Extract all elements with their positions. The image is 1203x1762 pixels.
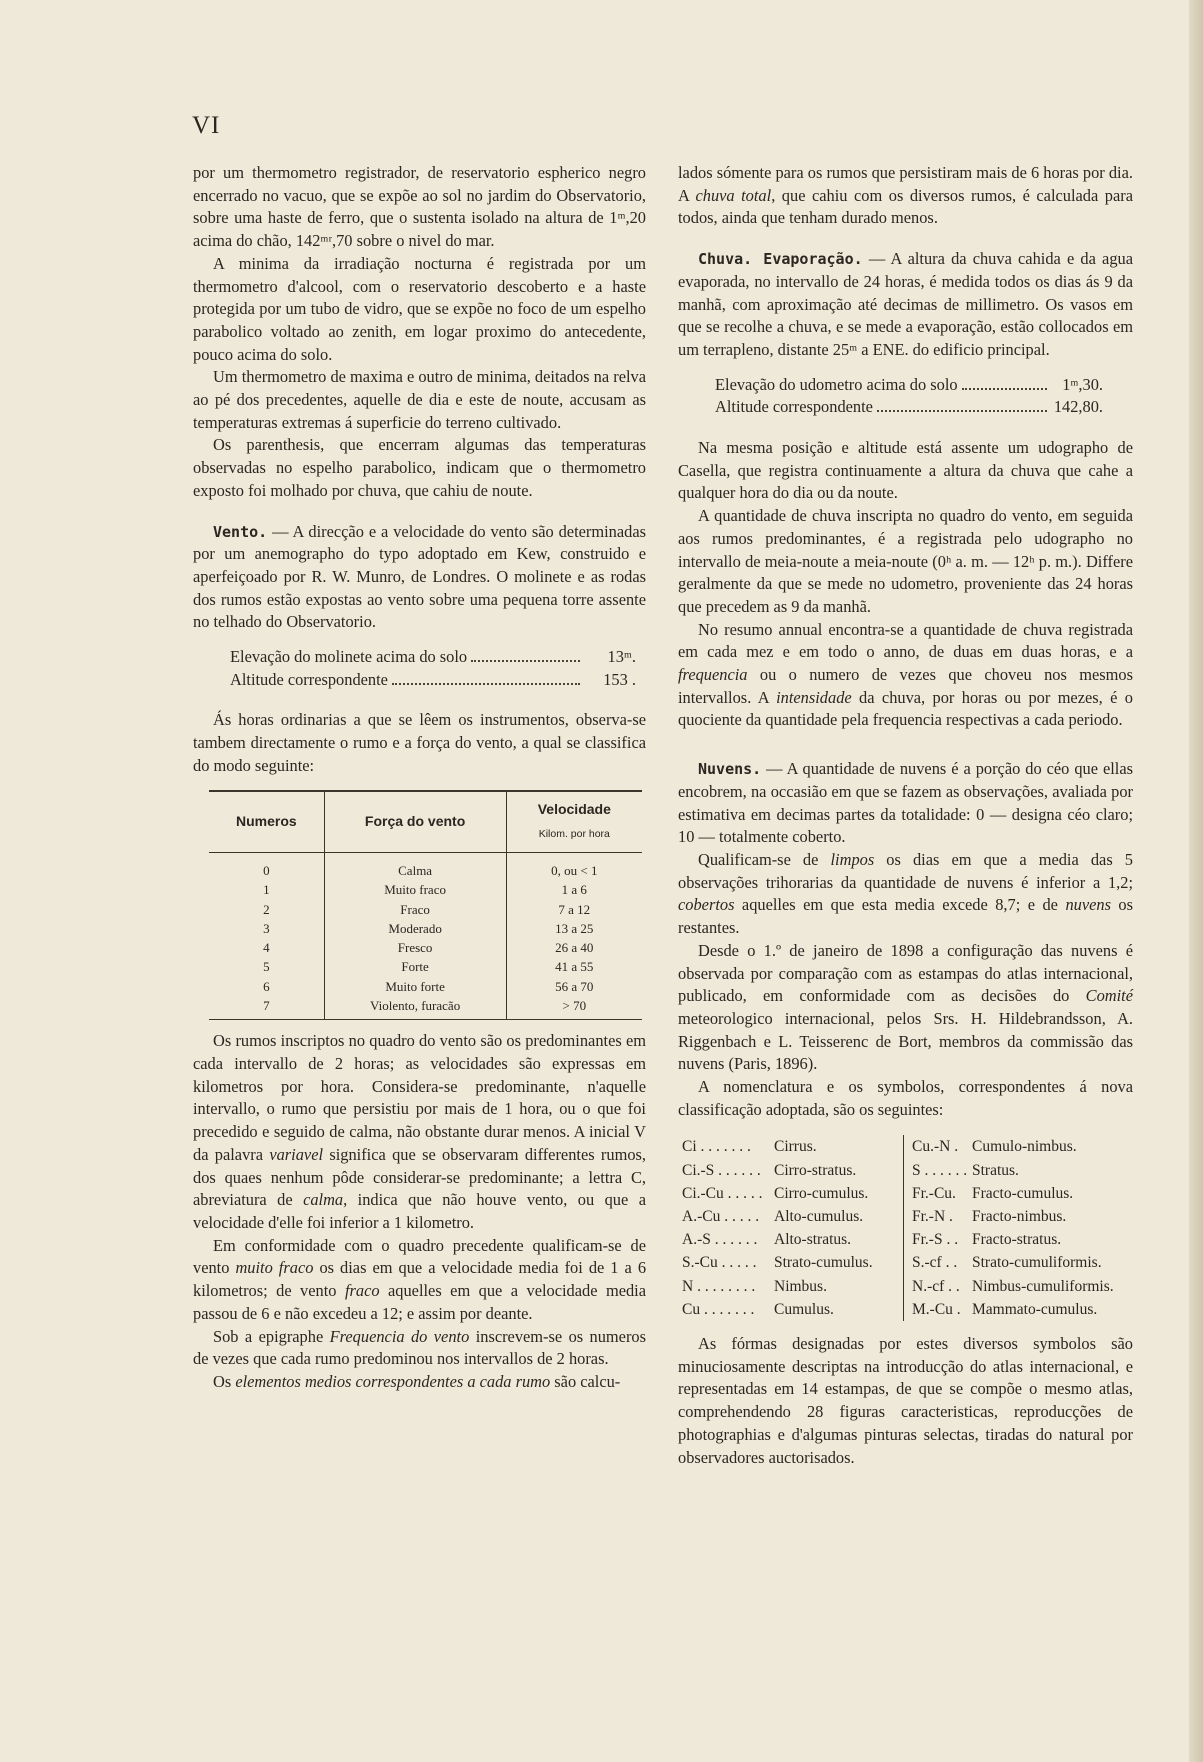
cloud-symbols-left [682, 1135, 903, 1321]
elevation-line: Elevação do molinete acima do solo 13ᵐ. [230, 647, 636, 667]
elevation-line: Elevação do udometro acima do solo 1ᵐ,30. [715, 374, 1103, 394]
table-row: 1 Muito fraco 1 a 6 [209, 880, 642, 899]
table-row: 7 Violento, furacão > 70 [209, 996, 642, 1020]
table-row: 6 Muito forte 56 a 70 [209, 977, 642, 996]
list-item: Fr.-Cu. Fracto-cumulus. [912, 1184, 1074, 1202]
list-item: Ci . . . . . . . Cirrus. [682, 1138, 817, 1156]
paragraph: Chuva. Evaporação. — A altura da chuva cahida e da agua evaporada, no intervallo de 24 horas, é medida todos os dias ás 9 da manhã, com aproximação até decimas de millimetro. Os vasos em que se recolhe a chuva, e se mede a evaporação, estão collocados em um terrapleno, distante 25ᵐ a ENE. do edificio principal. [678, 249, 1133, 359]
altitude-line: Altitude correspondente 153 . [230, 669, 636, 689]
list-item: Cu . . . . . . . Cumulus. [682, 1300, 834, 1318]
paragraph: Em conformidade com o quadro precedente qualificam-se de vento muito fraco os dias em que a velocidade media foi de 1 a 6 kilometros; de vento fraco aquelles em que a velocidade media passou de 6 e não excedeu a 12; e assim por deante. [193, 1235, 647, 1323]
list-item: Fr.-N . Fracto-nimbus. [912, 1208, 1067, 1226]
cloud-symbols-right [903, 1135, 1133, 1321]
table-row: 3 Moderado 13 a 25 [209, 919, 642, 938]
list-item: S . . . . . . Stratus. [912, 1161, 1019, 1179]
paragraph: Vento. — A direcção e a velocidade do vento são determinadas por um anemographo do typo adoptado em Kew, construido e aperfeiçoado por R. W. Munro, de Londres. O molinete e as rodas dos rumos estão expostas ao vento sobre uma pequena torre assente no telhado do Observatorio. [193, 521, 646, 632]
list-item: A.-S . . . . . . Alto-stratus. [682, 1231, 852, 1249]
paragraph: por um thermometro registrador, de reservatorio espherico negro encerrado no vacuo, que se expõe ao sol no jardim do Observatorio, sobre uma haste de ferro, que o sustenta isolado na altura de 1ᵐ,20 acima do chão, 142ᵐʳ,70 sobre o nivel do mar. [193, 163, 646, 251]
list-item: S.-Cu . . . . . Strato-cumulus. [682, 1254, 873, 1272]
list-item: Ci.-Cu . . . . . Cirro-cumulus. [682, 1184, 869, 1202]
list-item: Fr.-S . . Fracto-stratus. [912, 1231, 1062, 1249]
paragraph: Nuvens. — A quantidade de nuvens é a porção do céo que ellas encobrem, na occasião em que se fazem as observações, avaliada por estimativa em decimas partes da totalidade: 0 — designa céo claro; 10 — totalmente coberto. [678, 759, 1133, 847]
paragraph: No resumo annual encontra-se a quantidade de chuva registrada em cada mez e em todo o anno, de duas em duas horas, e a frequencia ou o numero de vezes que choveu nos mesmos intervallos. A intensidade da chuva, por horas ou por mezes, é o quociente da quantidade pela frequencia respectivas a cada periodo. [678, 619, 1133, 730]
column-header: Numeros [209, 791, 324, 853]
page-number: VI [192, 112, 221, 139]
paragraph: Os parenthesis, que encerram algumas das temperaturas observadas no espelho parabolico, indicam que o thermometro exposto foi molhado por chuva, que cahiu de noute. [193, 435, 646, 500]
list-item: S.-cf . . Strato-cumuliformis. [912, 1254, 1102, 1272]
paragraph: As fórmas designadas por estes diversos symbolos são minuciosamente descriptas na introducção do atlas internacional, e representadas em 14 estampas, de que se compõe o mesmo atlas, comprehendendo 28 figuras caracteristicas, reproducções de photographias e d'algumas pinturas selectas, tiradas do natural por observadores auctorisados. [678, 1334, 1133, 1467]
paragraph: Na mesma posição e altitude está assente um udographo de Casella, que registra continuamente a altura da chuva que cahe a qualquer hora do dia ou da noute. [678, 438, 1133, 503]
list-item: Ci.-S . . . . . . Cirro-stratus. [682, 1161, 857, 1179]
table-row: 5 Forte 41 a 55 [209, 957, 642, 976]
table-row: 2 Fraco 7 a 12 [209, 900, 642, 919]
table-row: 4 Fresco 26 a 40 [209, 938, 642, 957]
paragraph: A nomenclatura e os symbolos, correspondentes á nova classificação adoptada, são os seguintes: [678, 1077, 1133, 1119]
list-item: A.-Cu . . . . . Alto-cumulus. [682, 1208, 864, 1226]
list-item: M.-Cu . Mammato-cumulus. [912, 1300, 1098, 1318]
section-heading-chuva: Chuva. Evaporação. [698, 250, 863, 269]
paragraph: Um thermometro de maxima e outro de minima, deitados na relva ao pé dos precedentes, aquelle de dia e este de noute, accusam as temperaturas extremas á superficie do terreno cultivado. [193, 367, 646, 432]
paragraph: Qualificam-se de limpos os dias em que a media das 5 observações trihorarias da quantidade de nuvens é inferior a 1,2; cobertos aquelles em que esta media excede 8,7; e de nuvens os restantes. [678, 849, 1134, 938]
section-heading-vento: Vento. [213, 522, 268, 541]
left-column [193, 162, 646, 1394]
list-item: N . . . . . . . . Nimbus. [682, 1277, 827, 1295]
cloud-symbols-list [682, 1135, 1133, 1321]
paragraph: Desde o 1.º de janeiro de 1898 a configuração das nuvens é observada por comparação com as estampas do atlas internacional, publicado, em conformidade com as decisões do Comité meteorologico internacional, pelos Srs. H. Hildebrandsson, A. Riggenbach e L. Teisserenc de Bort, membros da commissão das nuvens (Paris, 1896). [678, 940, 1133, 1074]
list-item: Cu.-N . Cumulo-nimbus. [912, 1138, 1077, 1156]
page-edge [1189, 0, 1203, 1762]
paragraph: Sob a epigraphe Frequencia do vento inscrevem-se os numeros de vezes que cada rumo predominou nos intervallos de 2 horas. [193, 1326, 646, 1369]
column-header: Velocidade Kilom. por hora [506, 791, 642, 853]
list-item: N.-cf . . Nimbus-cumuliformis. [912, 1277, 1114, 1295]
section-heading-nuvens: Nuvens. [698, 760, 762, 779]
altitude-line: Altitude correspondente 142,80. [715, 397, 1103, 417]
paragraph: A minima da irradiação nocturna é registrada por um thermometro d'alcool, com o reservatorio descoberto e a haste protegida por um tubo de vidro, que se expõe no foco de um espelho parabolico voltado ao zenith, em logar proximo do antecedente, pouco acima do solo. [193, 253, 646, 364]
table-row: 0 Calma 0, ou < 1 [209, 852, 642, 880]
paragraph: lados sómente para os rumos que persistiram mais de 6 horas por dia. A chuva total, que cahiu com os diversos rumos, é calculada para todos, ainda que tenham durado menos. [678, 163, 1133, 228]
column-header: Força do vento [324, 791, 506, 853]
paragraph: Os elementos medios correspondentes a cada rumo são calcu- [213, 1371, 621, 1391]
wind-force-table [209, 790, 642, 1021]
paragraph: Os rumos inscriptos no quadro do vento são os predominantes em cada intervallo de 2 horas; as velocidades são expressas em kilometros por hora. Considera-se predominante, n'aquelle intervallo, o rumo que persistiu por mais de 1 hora, ou o que foi precedido e seguido de calma, não obstante durar menos. A inicial V da palavra variavel significa que se observaram differentes rumos, dos quaes nenhum pôde considerar-se predominante; a lettra C, abreviatura de calma, indica que não houve vento, ou que a velocidade d'elle foi inferior a 1 kilometro. [193, 1031, 646, 1232]
paragraph: A quantidade de chuva inscripta no quadro do vento, em seguida aos rumos predominantes, é a registrada pelo udographo no intervallo de meia-noute a meia-noute (0ʰ a. m. — 12ʰ p. m.). Differe geralmente da que se mede no udometro, proveniente das 24 horas que precedem as 9 da manhã. [678, 506, 1133, 616]
paragraph: Ás horas ordinarias a que se lêem os instrumentos, observa-se tambem directamente o rumo e a força do vento, a qual se classifica do modo seguinte: [193, 710, 646, 775]
right-column [678, 162, 1133, 1469]
